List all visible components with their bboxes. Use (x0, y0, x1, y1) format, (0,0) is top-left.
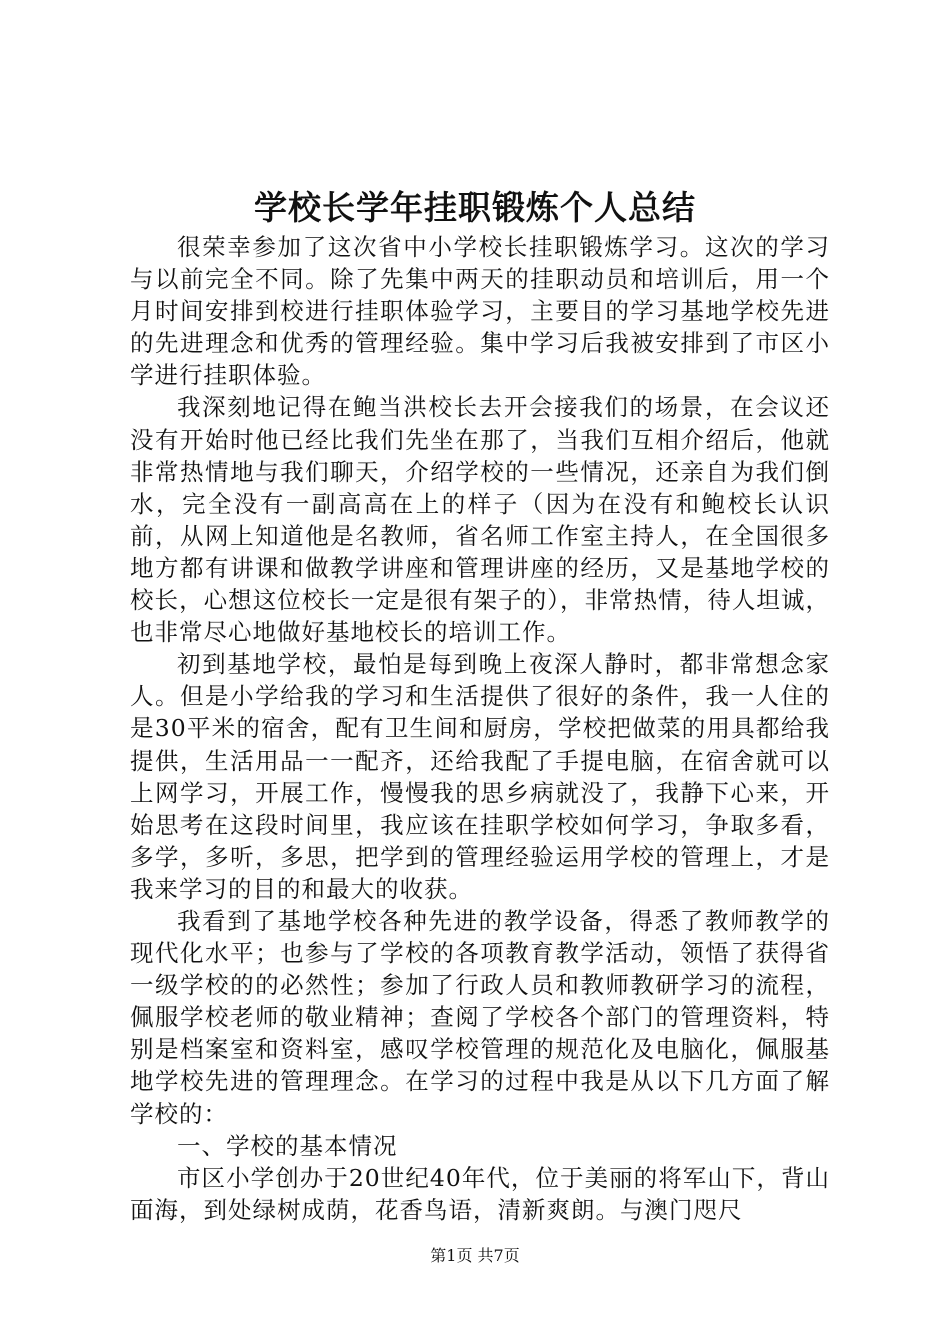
paragraph-arrival: 初到基地学校，最怕是每到晚上夜深人静时，都非常想念家人。但是小学给我的学习和生活提供了很好的条件，我一人住的是30平米的宿舍，配有卫生间和厨房，学校把做菜的用具都给我提供，生活用品一一配齐，还给我配了手提电脑，在宿舍就可以上网学习，开展工作，慢慢我的思乡病就没了，我静下心来，开始思考在这段时间里，我应该在挂职学校如何学习，争取多看，多学，多听，多思，把学到的管理经验运用学校的管理上，才是我来学习的目的和最大的收获。 (130, 650, 830, 903)
paragraph-intro: 很荣幸参加了这次省中小学校长挂职锻炼学习。这次的学习与以前完全不同。除了先集中两天的挂职动员和培训后，用一个月时间安排到校进行挂职体验学习，主要目的学习基地学校先进的先进理念和优秀的管理经验。集中学习后我被安排到了市区小学进行挂职体验。 (130, 233, 830, 390)
page-footer: 第1页 共7页 (430, 1246, 520, 1265)
document-title: 学校长学年挂职锻炼个人总结 (254, 188, 696, 227)
document-body (130, 231, 830, 1226)
paragraph-observations: 我看到了基地学校各种先进的教学设备，得悉了教师教学的现代化水平；也参与了学校的各项教育教学活动，领悟了获得省一级学校的的必然性；参加了行政人员和教师教研学习的流程，佩服学校老师的敬业精神；查阅了学校各个部门的管理资料，特别是档案室和资料室，感叹学校管理的规范化及电脑化，佩服基地学校先进的管理理念。在学习的过程中我是从以下几方面了解学校的： (130, 906, 830, 1128)
paragraph-school-history: 市区小学创办于20世纪40年代，位于美丽的将军山下，背山面海，到处绿树成荫，花香鸟语，清新爽朗。与澳门咫尺 (130, 1163, 830, 1224)
paragraph-principal: 我深刻地记得在鲍当洪校长去开会接我们的场景，在会议还没有开始时他已经比我们先坐在那了，当我们互相介绍后，他就非常热情地与我们聊天，介绍学校的一些情况，还亲自为我们倒水，完全没有一副高高在上的样子（因为在没有和鲍校长认识前，从网上知道他是名教师，省名师工作室主持人，在全国很多地方都有讲课和做教学讲座和管理讲座的经历，又是基地学校的校长，心想这位校长一定是很有架子的），非常热情，待人坦诚，也非常尽心地做好基地校长的培训工作。 (130, 393, 830, 647)
section-heading-basic-info: 一、学校的基本情况 (177, 1131, 398, 1160)
